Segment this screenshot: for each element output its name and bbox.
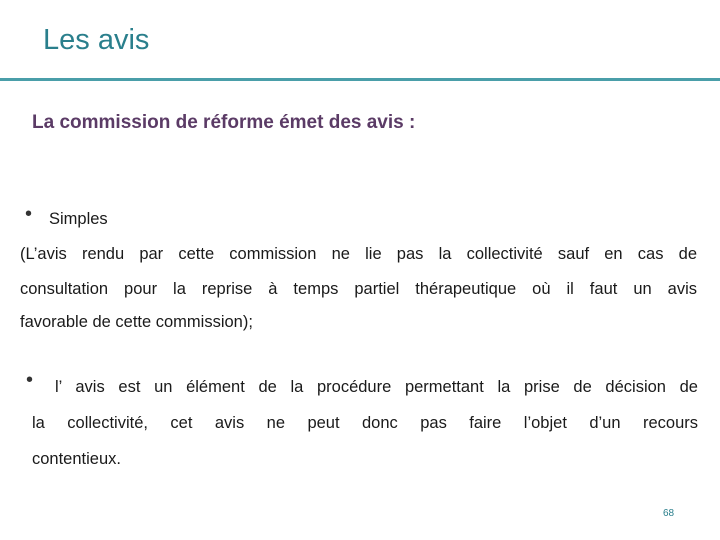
paragraph-line-1: (L’avis rendu par cette commission ne lie pas la collectivité sauf en cas de [20,245,697,263]
bullet-marker-simples: • [25,203,33,225]
page-number: 68 [663,508,675,519]
bullet-marker-avis: • [26,369,34,391]
bullet-avis-line-1: l’ avis est un élément de la procédure permettant la prise de décision de [55,378,698,396]
slide-title: Les avis [43,24,150,56]
bullet-avis-line-2: la collectivité, cet avis ne peut donc pas faire l’objet d’un recours [32,414,698,432]
paragraph-line-2: consultation pour la reprise à temps partiel thérapeutique où il faut un avis [20,280,697,298]
bullet-avis-line-3: contentieux. [32,450,121,468]
title-divider [0,78,720,81]
bullet-simples-text: Simples [49,210,108,228]
slide-subtitle: La commission de réforme émet des avis : [32,112,416,133]
paragraph-line-3: favorable de cette commission); [20,313,253,331]
